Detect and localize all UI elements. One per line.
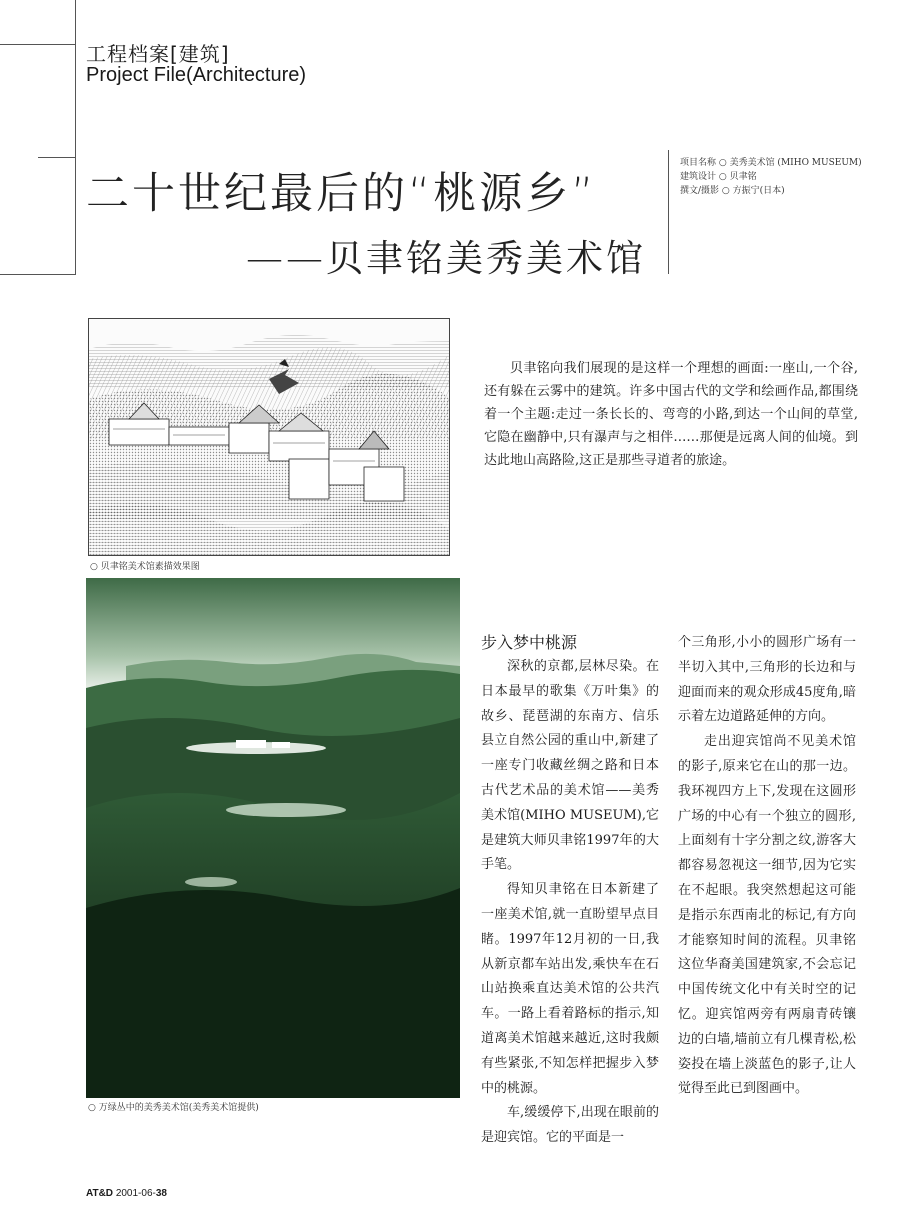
body-column-2 — [678, 631, 856, 1102]
article-subtitle: ——贝聿铭美秀美术馆 — [246, 237, 646, 280]
title-divider — [668, 150, 669, 274]
museum-sketch-image — [88, 318, 450, 556]
body-paragraph: 得知贝聿铭在日本新建了一座美术馆,就一直盼望早点目睹。1997年12月初的一日,我从新京都车站出发,乘快车在石山站换乘直达美术馆的公共汽车。一路上看着路标的指示,知道离美术馆越来越近,这时我颇有些紧张,不知怎样把握步入梦中的桃源。 — [481, 882, 659, 1096]
museum-landscape-photo — [86, 578, 460, 1098]
page-footer — [86, 1188, 167, 1199]
frame-rule-top — [0, 44, 75, 45]
frame-rule-bottom — [0, 274, 75, 275]
body-paragraph: 车,缓缓停下,出现在眼前的是迎宾馆。它的平面是一 — [481, 1105, 659, 1146]
body-paragraph: 走出迎宾馆尚不见美术馆的影子,原来它在山的那一边。我环视四方上下,发现在这圆形广场的中心有一个独立的圆形,上面刻有十字分割之纹,游客大都容易忽视这一细节,因为它实在不起眼。我突然想起这可能是指示东西南北的标记,有方向才能察知时间的流程。贝聿铭这位华裔美国建筑家,不会忘记中国传统文化中有关时空的记忆。迎宾馆两旁有两扇青砖镶边的白墙,墙前立有几棵青松,松姿投在墙上淡蓝色的影子,让人觉得至此已到图画中。 — [678, 734, 856, 1097]
frame-rule-middle — [38, 157, 75, 158]
body-paragraph: 深秋的京都,层林尽染。在日本最早的歌集《万叶集》的故乡、琵琶湖的东南方、信乐县立自然公园的重山中,新建了一座专门收藏丝绸之路和日本古代艺术品的美术馆——美秀美术馆(MIHO MUSEUM),它是建筑大师贝聿铭1997年的大手笔。 — [481, 659, 659, 873]
frame-rule-vertical — [75, 0, 76, 275]
body-column-1 — [481, 655, 659, 1151]
article-title: 二十世纪最后的“桃源乡” — [86, 169, 597, 219]
footer-date: 2001-06- — [115, 1188, 156, 1199]
meta-architect: 建筑设计 ○ 贝聿铭 — [680, 172, 757, 182]
section-heading: 步入梦中桃源 — [481, 633, 578, 652]
footer-page-number: 38 — [155, 1188, 167, 1199]
project-meta — [680, 156, 910, 198]
body-paragraph-continued: 个三角形,小小的圆形广场有一半切入其中,三角形的长边和与迎面而来的观众形成45度角,暗示着左边道路延伸的方向。 — [678, 635, 856, 725]
photo-caption: ○ 万绿丛中的美秀美术馆(美秀美术馆提供) — [88, 1103, 259, 1113]
section-label-en: Project File(Architecture) — [86, 64, 307, 86]
sketch-caption: ○ 贝聿铭美术馆素描效果图 — [90, 562, 200, 572]
section-label-cn: 工程档案[建筑] — [86, 42, 230, 66]
meta-project-name: 项目名称 ○ 美秀美术馆 (MIHO MUSEUM) — [680, 158, 862, 168]
footer-brand: AT&D — [86, 1188, 114, 1199]
intro-paragraph — [484, 357, 858, 472]
meta-author: 撰文/摄影 ○ 方振宁(日本) — [680, 186, 785, 196]
intro-text: 贝聿铭向我们展现的是这样一个理想的画面:一座山,一个谷,还有躲在云雾中的建筑。许多中国古代的文学和绘画作品,都围绕着一个主题:走过一条长长的、弯弯的小路,到达一个山间的草堂,它隐在幽静中,只有瀑声与之相伴……那便是远离人间的仙境。到达此地山高路险,这正是那些寻道者的旅途。 — [484, 361, 858, 468]
